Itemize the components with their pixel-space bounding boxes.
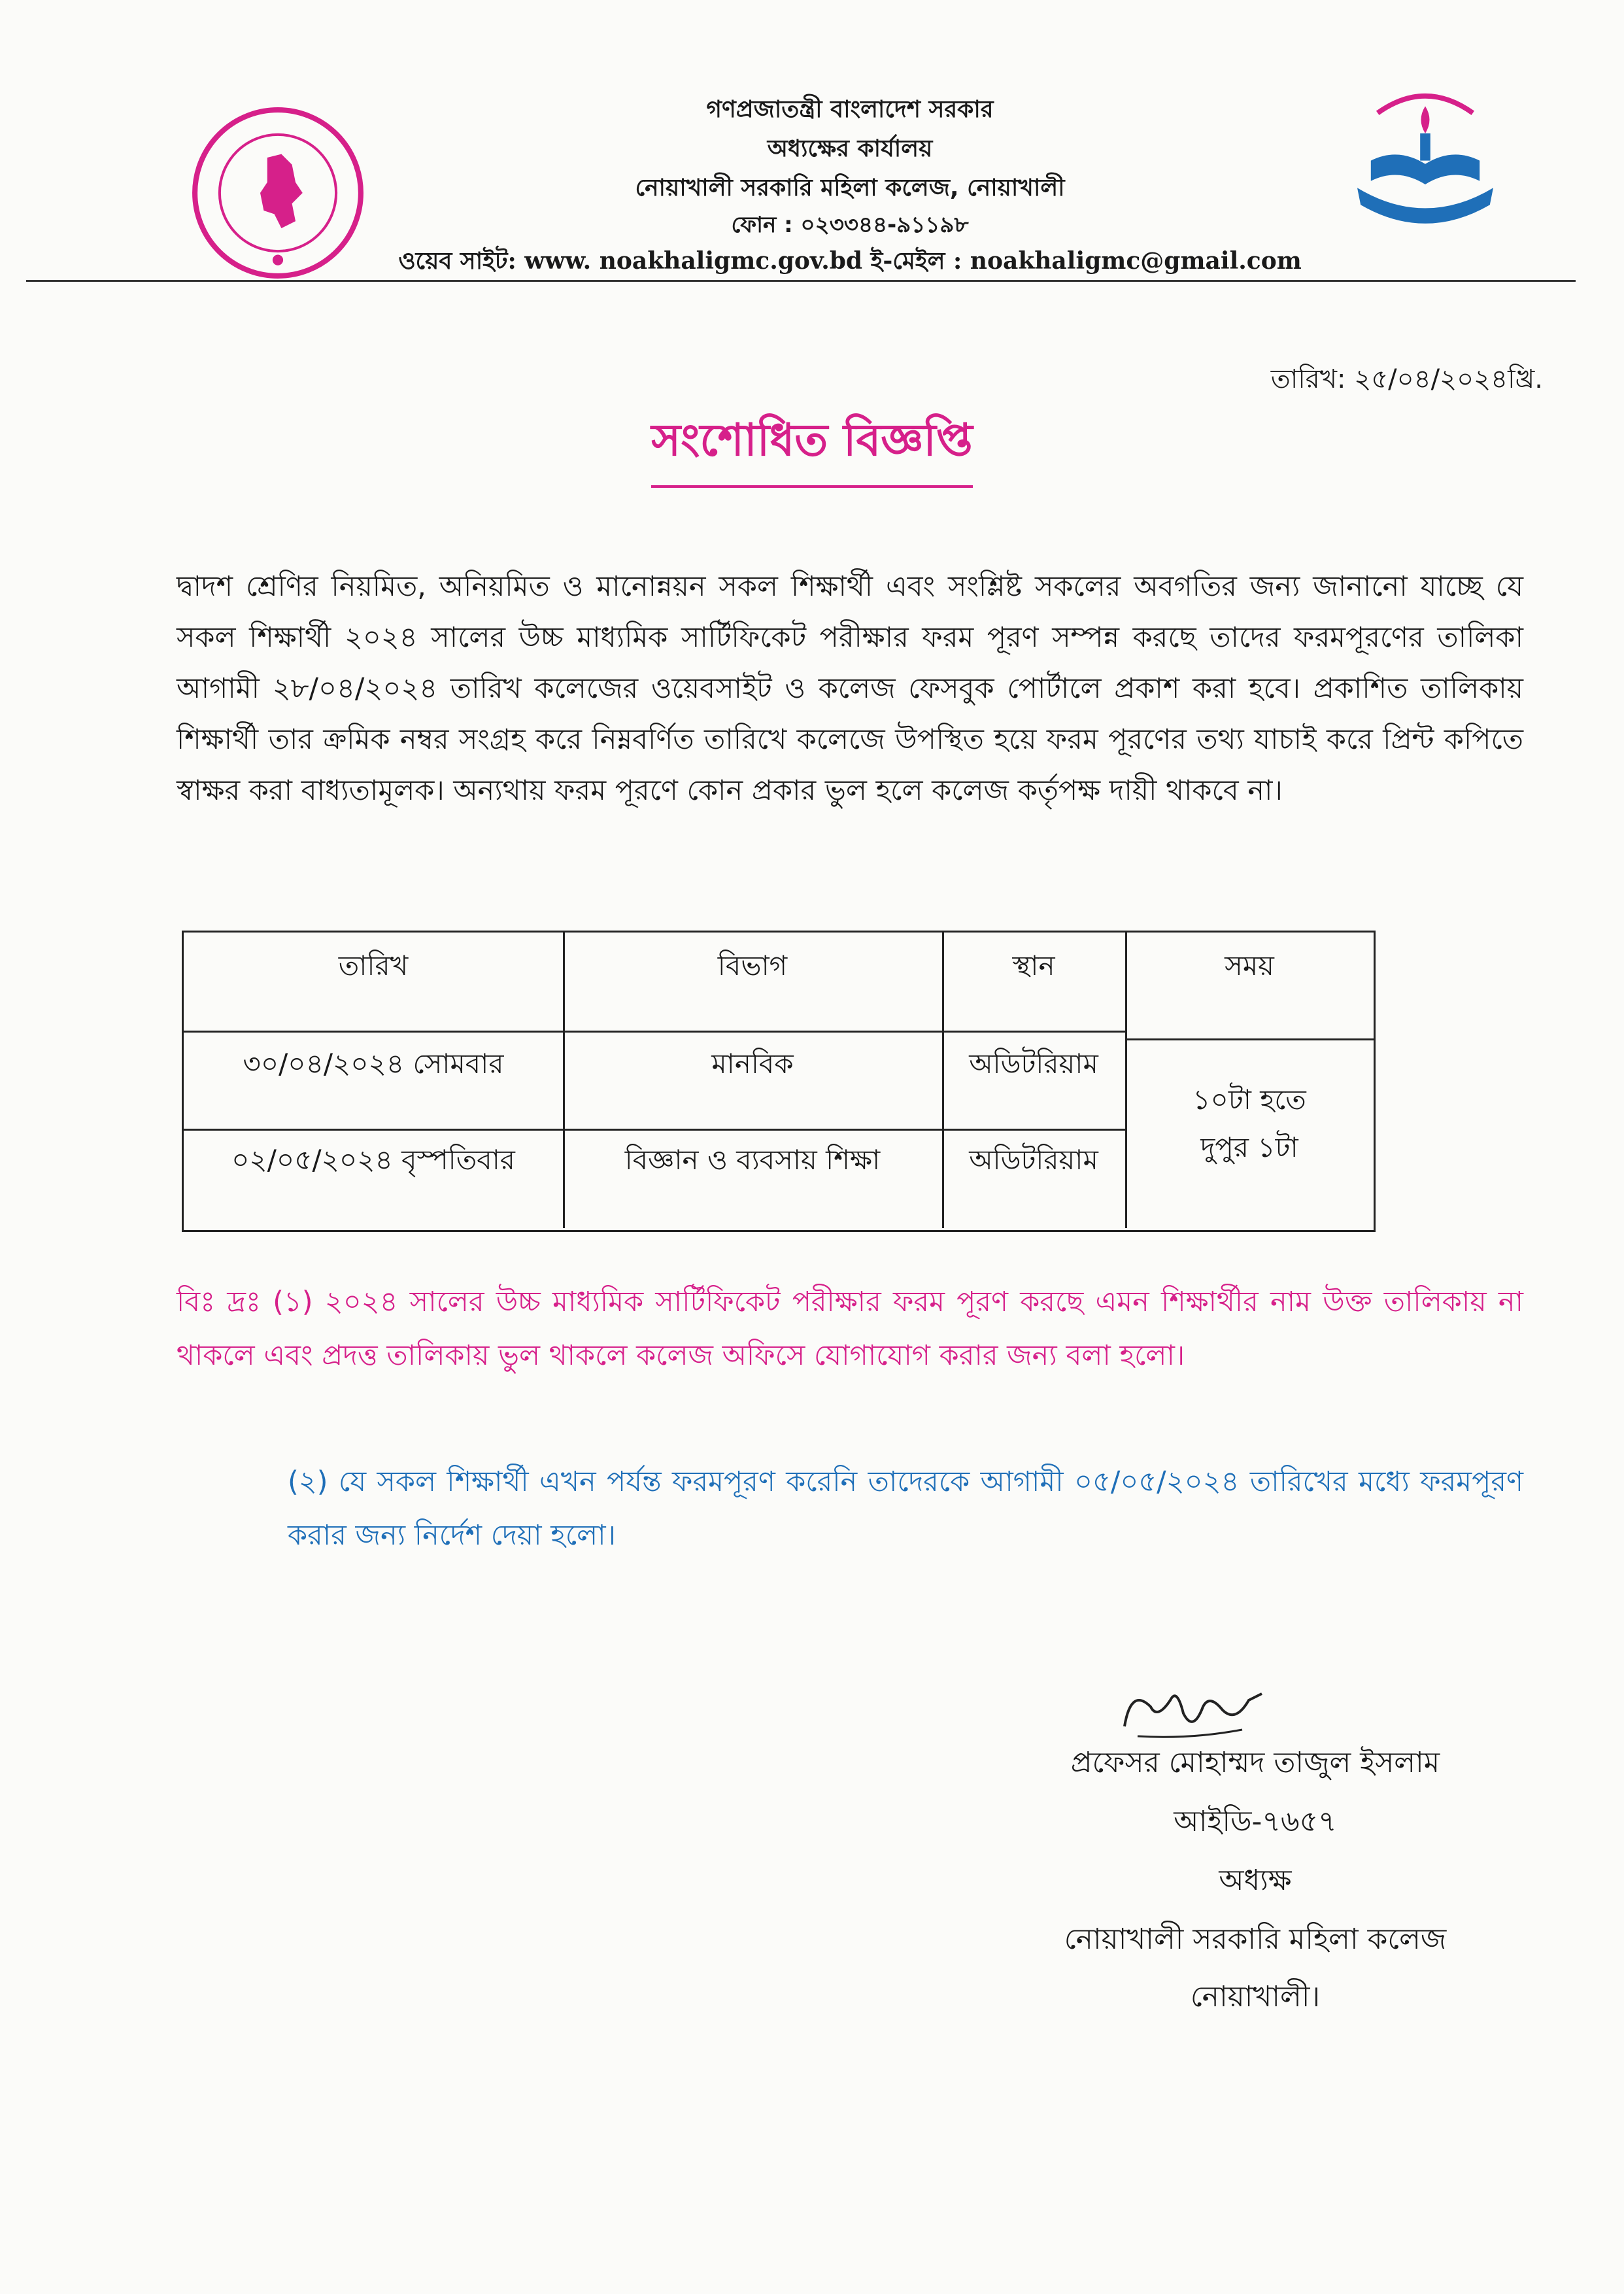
header-government: গণপ্রজাতন্ত্রী বাংলাদেশ সরকার <box>706 96 994 123</box>
row2-date: ০২/০৫/২০২৪ বৃস্পতিবার <box>231 1144 515 1176</box>
header-date: তারিখ <box>338 950 409 982</box>
table-divider <box>184 1031 1125 1033</box>
notice-body: দ্বাদশ শ্রেণির নিয়মিত, অনিয়মিত ও মানোন্নয়ন সকল শিক্ষার্থী এবং সংশ্লিষ্ট সকলের অবগতির জন্য জানানো যাচ্ছে যে সকল শিক্ষার্থী ২০২৪ সালের উচ্চ মাধ্যমিক সার্টিফিকেট পরীক্ষার ফরম পূরণ সম্পন্ন করছে তাদের ফরমপূরণের তালিকা আগামী ২৮/০৪/২০২৪ তারিখ কলেজের ওয়েবসাইট ও কলেজ ফেসবুক পোর্টালে প্রকাশ করা হবে। প্রকাশিত তালিকায় শিক্ষার্থী তার ক্রমিক নম্বর সংগ্রহ করে নিম্নবর্ণিত তারিখে কলেজে উপস্থিত হয়ে ফরম পূরণের তথ্য যাচাই করে প্রিন্ট কপিতে স্বাক্ষর করা বাধ্যতামূলক। অন্যথায় ফরম পূরণে কোন প্রকার ভুল হলে কলেজ কর্তৃপক্ষ দায়ী থাকবে না। <box>177 570 1523 807</box>
header-college: নোয়াখালী সরকারি মহিলা কলেজ, নোয়াখালী <box>635 175 1065 201</box>
row1-venue: অডিটরিয়াম <box>969 1048 1098 1080</box>
signatory-name: প্রফেসর মোহাম্মদ তাজুল ইসলাম <box>1070 1746 1440 1779</box>
table-divider <box>1125 1038 1374 1040</box>
time-line1: ১০টা হতে <box>1193 1084 1306 1116</box>
header-web-email: ওয়েব সাইট: www. noakhaligmc.gov.bd ই-মেইল : noakhaligmc@gmail.com <box>398 247 1302 275</box>
header-venue: স্থান <box>1012 950 1055 982</box>
notice-date: তারিখ: ২৫/০৪/২০২৪খ্রি. <box>1270 364 1543 394</box>
row2-venue: অডিটরিয়াম <box>969 1144 1098 1176</box>
time-line2: দুপুর ১টা <box>1200 1131 1298 1163</box>
signatory-id: আইডি-৭৬৫৭ <box>1174 1805 1337 1838</box>
schedule-table <box>182 931 1376 1232</box>
header-department: বিভাগ <box>717 950 788 982</box>
row1-date: ৩০/০৪/২০২৪ সোমবার <box>243 1048 504 1080</box>
note-one: বিঃ দ্রঃ (১) ২০২৪ সালের উচ্চ মাধ্যমিক সার্টিফিকেট পরীক্ষার ফরম পূরণ করছে এমন শিক্ষার্থীর নাম উক্ত তালিকায় না থাকলে এবং প্রদত্ত তালিকায় ভুল থাকলে কলেজ অফিসে যোগাযোগ করার জন্য বলা হলো। <box>177 1286 1523 1372</box>
college-seal-logo <box>190 105 366 281</box>
header-phone: ফোন : ০২৩৩৪৪-৯১১৯৮ <box>731 212 969 238</box>
row1-department: মানবিক <box>711 1048 794 1080</box>
header-time: সময় <box>1225 950 1274 982</box>
row2-department: বিজ্ঞান ও ব্যবসায় শিক্ষা <box>624 1144 881 1176</box>
table-divider <box>184 1129 1125 1131</box>
header-divider <box>26 280 1576 282</box>
signatory-place: নোয়াখালী। <box>1190 1980 1321 2013</box>
notice-title-text: সংশোধিত বিজ্ঞপ্তি <box>651 405 972 488</box>
note-two: (২) যে সকল শিক্ষার্থী এখন পর্যন্ত ফরমপূরণ করেনি তাদেরকে আগামী ০৫/০৫/২০২৪ তারিখের মধ্যে ফরমপূরণ করার জন্য নির্দেশ দেয়া হলো। <box>288 1465 1523 1552</box>
signatory-designation: অধ্যক্ষ <box>1219 1864 1292 1897</box>
college-emblem-logo <box>1340 65 1510 235</box>
header-office: অধ্যক্ষের কার্যালয় <box>767 135 933 162</box>
notice-title <box>0 405 1624 488</box>
signatory-college: নোয়াখালী সরকারি মহিলা কলেজ <box>1064 1923 1447 1956</box>
